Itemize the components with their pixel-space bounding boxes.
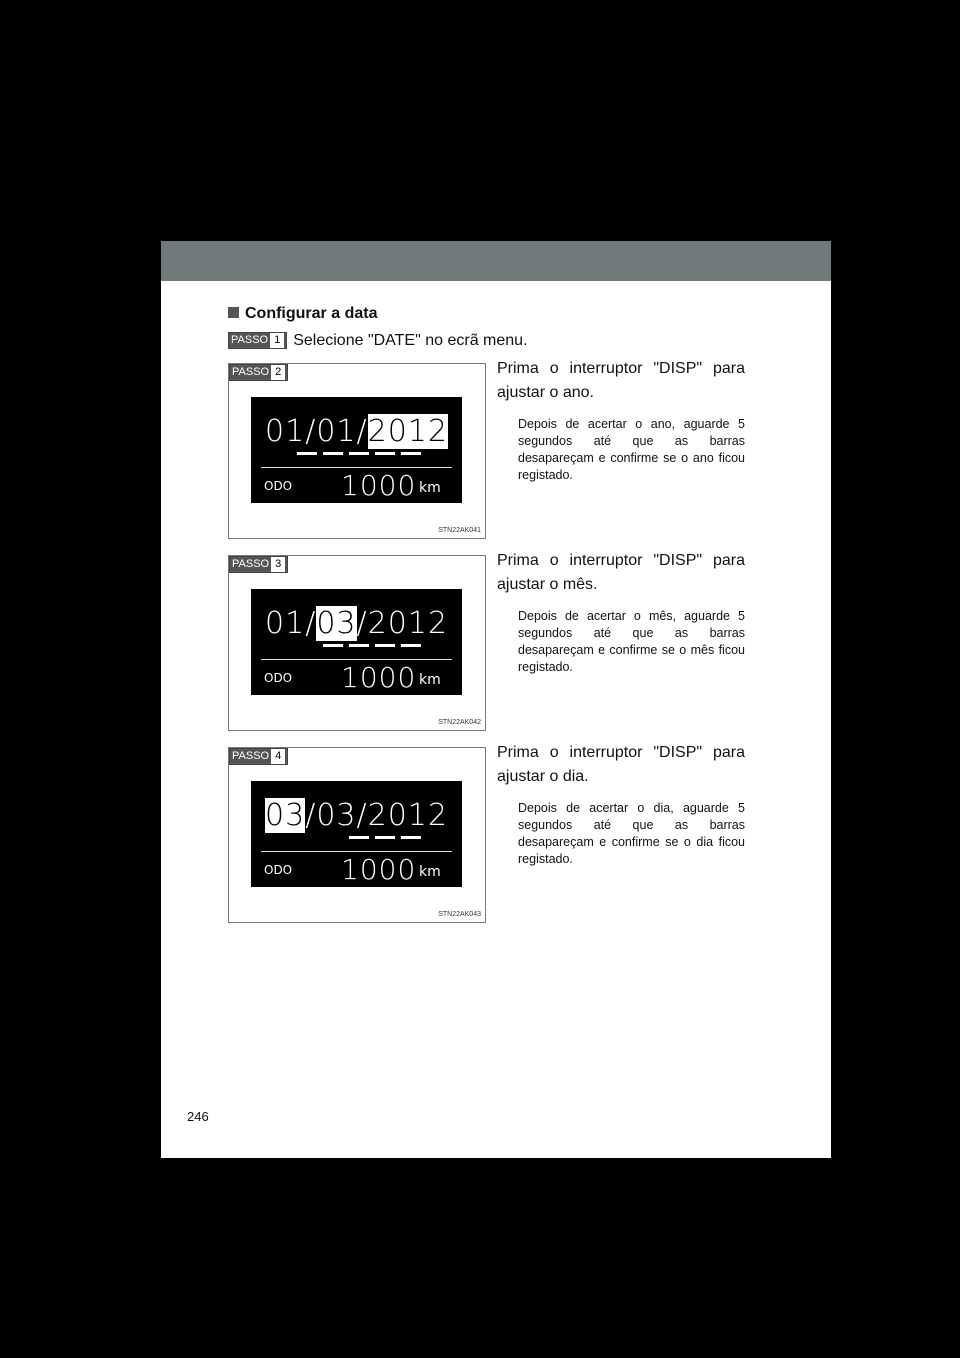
odo-value: 1000 xyxy=(341,661,417,694)
underline-bars xyxy=(297,836,427,840)
divider xyxy=(261,851,452,852)
header-bar xyxy=(161,241,831,281)
step-2-instruction: Prima o interruptor "DISP" para ajustar o ano. xyxy=(497,360,745,401)
odo-unit: km xyxy=(419,864,441,880)
display-screen xyxy=(251,589,462,695)
step-3-instruction: Prima o interruptor "DISP" para ajustar o mês. xyxy=(497,552,745,593)
odo-label: ODO xyxy=(264,863,293,877)
figure-step-3 xyxy=(228,555,486,731)
odo-unit: km xyxy=(419,480,441,496)
display-screen xyxy=(251,781,462,887)
square-bullet-icon xyxy=(228,307,239,318)
step-4-instruction: Prima o interruptor "DISP" para ajustar o dia. xyxy=(497,744,745,785)
section-title: Configurar a data xyxy=(228,305,377,323)
date-readout: 03/03/2012 xyxy=(265,798,448,833)
figure-step-4 xyxy=(228,747,486,923)
underline-bars xyxy=(297,452,427,456)
underline-bars xyxy=(297,644,427,648)
step-tag: PASSO 4 xyxy=(229,748,288,765)
date-readout: 01/03/2012 xyxy=(265,606,448,641)
step-tag: PASSO 3 xyxy=(229,556,288,573)
page-number: 246 xyxy=(187,1109,209,1124)
figure-step-2 xyxy=(228,363,486,539)
odo-value: 1000 xyxy=(341,469,417,502)
odo-label: ODO xyxy=(264,479,293,493)
display-screen xyxy=(251,397,462,503)
odo-unit: km xyxy=(419,672,441,688)
odo-label: ODO xyxy=(264,671,293,685)
step-2-note: Depois de acertar o ano, aguarde 5 segundos até que as barras desapareçam e confirme se o ano ficou registado. xyxy=(518,417,745,482)
date-readout: 01/01/2012 xyxy=(265,414,448,449)
step-tag: PASSO 1 xyxy=(228,332,287,349)
figure-code: STN22AK042 xyxy=(438,719,481,726)
figure-code: STN22AK043 xyxy=(438,911,481,918)
manual-page xyxy=(161,241,831,1158)
divider xyxy=(261,659,452,660)
step-tag: PASSO 2 xyxy=(229,364,288,381)
step-1: PASSO 1 Selecione "DATE" no ecrã menu. xyxy=(228,332,528,350)
figure-code: STN22AK041 xyxy=(438,527,481,534)
odo-value: 1000 xyxy=(341,853,417,886)
step-3-note: Depois de acertar o mês, aguarde 5 segundos até que as barras desapareçam e confirme se o mês ficou registado. xyxy=(518,609,745,674)
divider xyxy=(261,467,452,468)
step-4-note: Depois de acertar o dia, aguarde 5 segundos até que as barras desapareçam e confirme se o dia ficou registado. xyxy=(518,801,745,866)
